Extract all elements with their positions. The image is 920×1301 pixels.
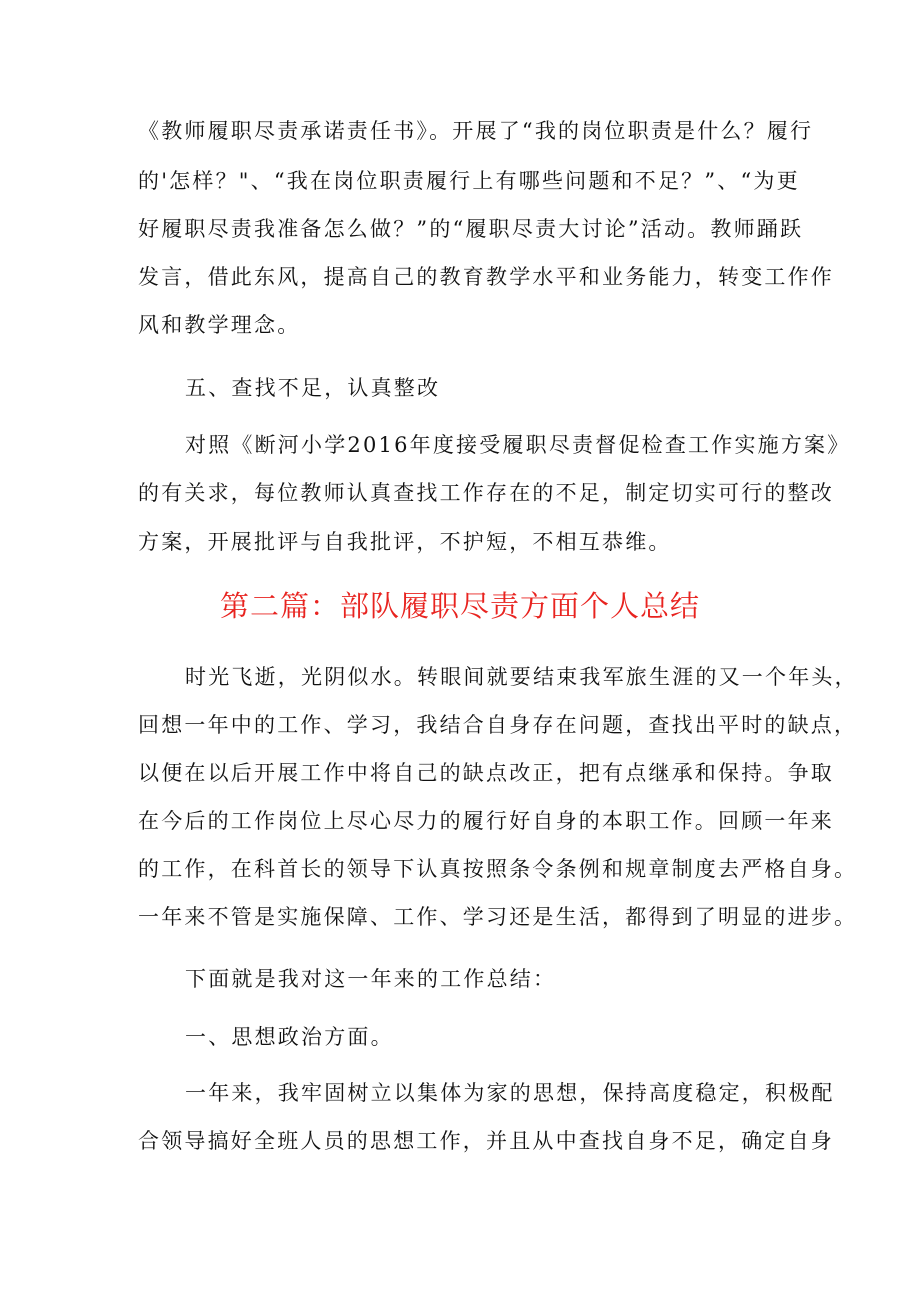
paragraph-line: 在今后的工作岗位上尽心尽力的履行好自身的本职工作。回顾一年来: [138, 809, 834, 833]
paragraph-line: 《教师履职尽责承诺责任书》。开展了“我的岗位职责是什么？履行: [138, 119, 814, 143]
paragraph-line: 的工作，在科首长的领导下认真按照条令条例和规章制度去严格自身。: [138, 857, 858, 881]
paragraph-line: 风和教学理念。: [138, 313, 301, 337]
paragraph-line: 方案，开展批评与自我批评，不护短，不相互恭维。: [138, 530, 672, 554]
paragraph-line: 的有关求，每位教师认真查找工作存在的不足，制定切实可行的整改: [138, 481, 834, 505]
chapter-title: 第二篇：部队履职尽责方面个人总结: [219, 589, 700, 623]
section-heading: 一、思想政治方面。: [185, 1025, 394, 1049]
paragraph-line: 好履职尽责我准备怎么做？”的“履职尽责大讨论”活动。教师踊跃: [138, 217, 804, 241]
paragraph-line: 一年来不管是实施保障、工作、学习还是生活，都得到了明显的进步。: [138, 905, 858, 929]
paragraph-line: 的'怎样？"、“我在岗位职责履行上有哪些问题和不足？”、“为更: [138, 169, 800, 193]
paragraph-line: 时光飞逝，光阴似水。转眼间就要结束我军旅生涯的又一个年头，: [185, 665, 858, 689]
paragraph-line: 以便在以后开展工作中将自己的缺点改正，把有点继承和保持。争取: [138, 761, 834, 785]
paragraph-line: 回想一年中的工作、学习，我结合自身存在问题，查找出平时的缺点，: [138, 713, 858, 737]
paragraph-line: 发言，借此东风，提高自己的教育教学水平和业务能力，转变工作作: [138, 265, 834, 289]
paragraph-line: 一年来，我牢固树立以集体为家的思想，保持高度稳定，积极配: [185, 1081, 835, 1105]
paragraph-line: 对照《断河小学2016年度接受履职尽责督促检查工作实施方案》: [185, 433, 851, 457]
section-heading: 五、查找不足，认真整改: [185, 376, 441, 400]
paragraph-line: 合领导搞好全班人员的思想工作，并且从中查找自身不足，确定自身: [138, 1129, 834, 1153]
summary-intro: 下面就是我对这一年来的工作总结：: [185, 967, 557, 991]
